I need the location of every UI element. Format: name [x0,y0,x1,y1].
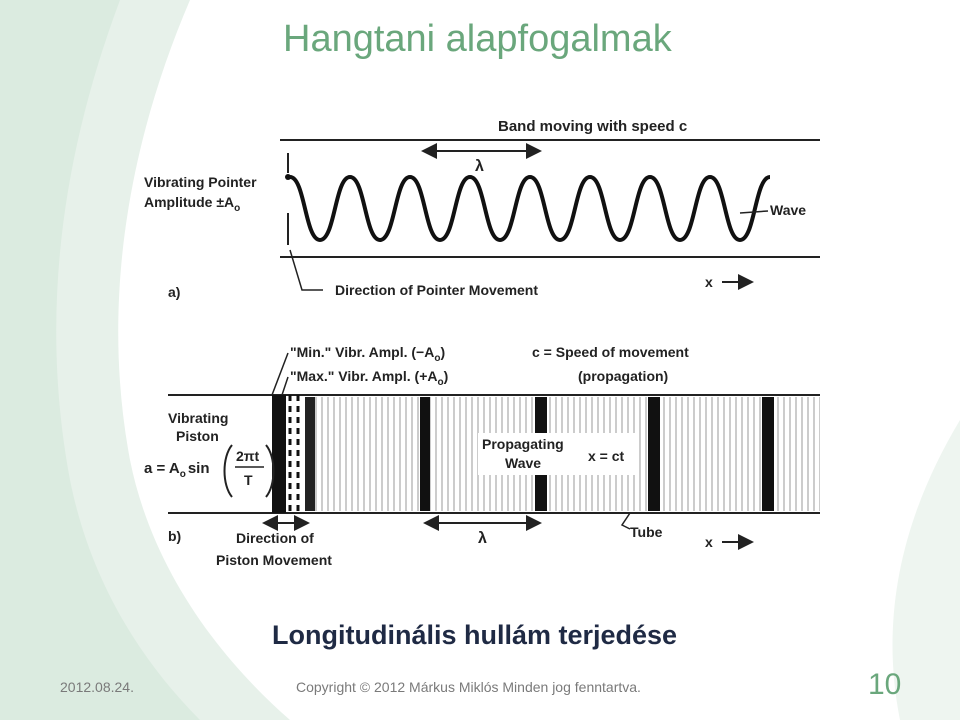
part-b-label: b) [168,528,182,544]
propagating-label-line2: Wave [505,455,542,471]
propagating-label-line1: Propagating [482,436,564,452]
tube-leader [622,513,630,529]
x-ct-label: x = ct [588,448,625,464]
band-label: Band moving with speed c [498,118,688,135]
formula-denominator: T [244,472,253,488]
tube-label: Tube [630,524,663,540]
x-axis-label-a: x [705,274,713,290]
wave-label: Wave [770,202,807,218]
piston-label-line2: Piston [176,428,219,444]
piston-direction-line1: Direction of [236,530,314,546]
piston-formula [144,445,274,497]
pointer-label-line2: Amplitude $\pm A_o$ [144,194,241,214]
max-leader [282,377,288,395]
footer-copyright: Copyright © 2012 Márkus Miklós Minden jog fenntartva. [296,679,641,695]
pointer-label-line1: Vibrating Pointer [144,174,257,190]
diagram-part-a [144,118,820,300]
slide-title: Hangtani alapfogalmak [283,18,672,60]
formula-left: $a = A_o$ sin [144,460,210,480]
compression-band-1 [420,397,430,511]
formula-paren-left [225,445,233,497]
wave-diagram [140,105,820,575]
piston-min-bar [272,395,286,513]
formula-numerator: 2πt [236,448,260,464]
footer-date: 2012.08.24. [60,679,134,695]
diagram-part-b [144,344,820,568]
x-axis-label-b: x [705,534,713,550]
min-leader [272,353,288,395]
pointer-direction-label: Direction of Pointer Movement [335,282,539,298]
piston-direction-line2: Piston Movement [216,552,332,568]
lambda-label-b: λ [478,530,487,547]
wave-leader [740,211,768,213]
min-amplitude-label: "Min." Vibr. Ampl. $(-A_o)$ [290,344,446,364]
compression-band-0 [305,397,315,511]
propagation-label: (propagation) [578,368,669,384]
compression-band-3 [648,397,660,511]
lambda-label-a: λ [475,158,484,175]
part-a-label: a) [168,284,181,300]
max-amplitude-label: "Max." Vibr. Ampl. $(+A_o)$ [290,368,449,388]
speed-label: c = Speed of movement [532,344,689,360]
pointer-dot [285,174,291,180]
figure-caption: Longitudinális hullám terjedése [272,620,678,650]
compression-band-4 [762,397,774,511]
bg-swoosh-right [893,420,960,720]
sine-wave [290,177,770,240]
piston-label-line1: Vibrating [168,410,229,426]
page-number: 10 [868,668,902,701]
